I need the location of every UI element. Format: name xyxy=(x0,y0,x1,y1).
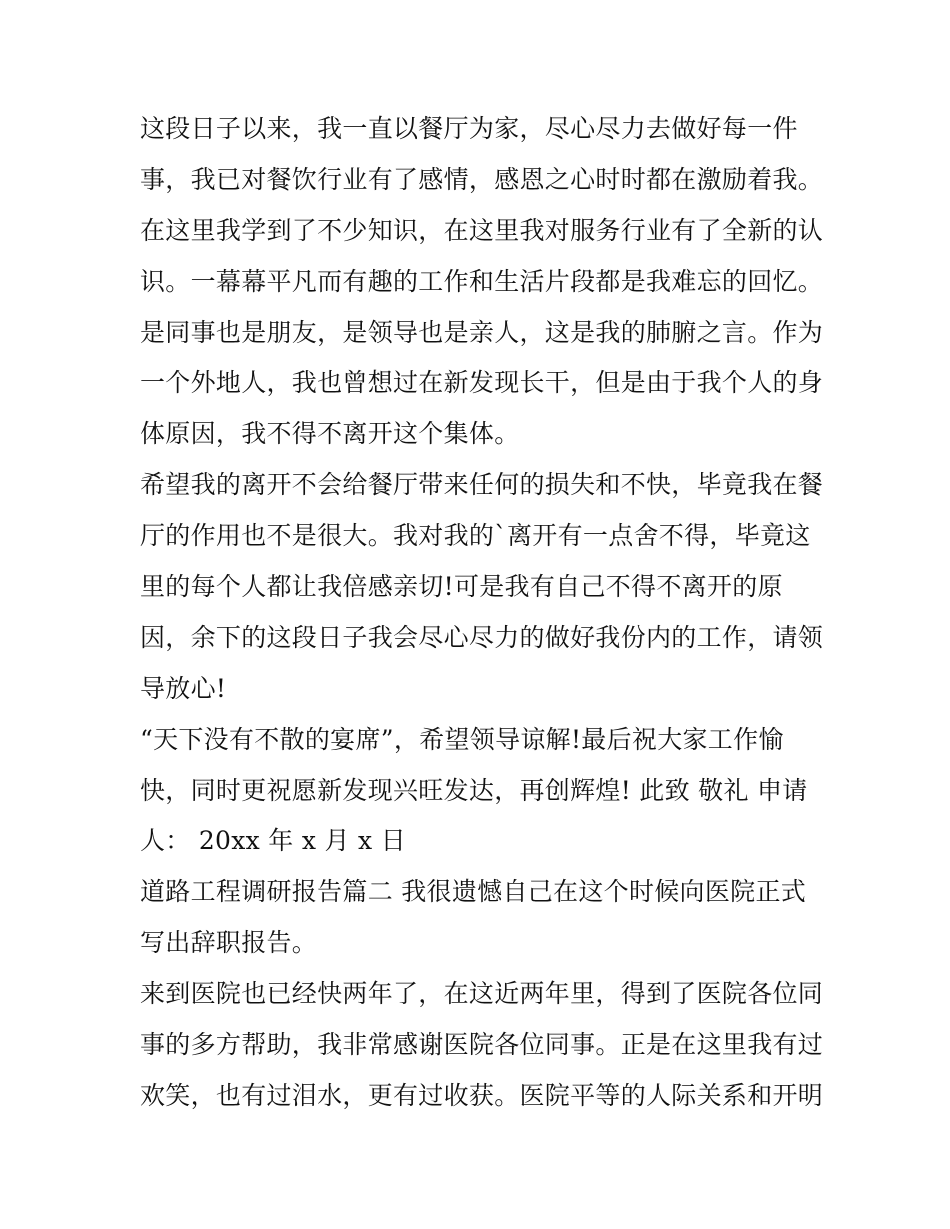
text-line: 希望我的离开不会给餐厅带来任何的损失和不快，毕竟我在餐 xyxy=(140,470,824,500)
text-line: 一个外地人，我也曾想过在新发现长干，但是由于我个人的身 xyxy=(140,368,824,398)
text-line: 是同事也是朋友，是领导也是亲人，这是我的肺腑之言。作为 xyxy=(140,317,824,347)
text-line: 导放心! xyxy=(140,673,227,703)
text-line: 里的每个人都让我倍感亲切!可是我有自己不得不离开的原 xyxy=(140,572,783,602)
text-line: 在这里我学到了不少知识，在这里我对服务行业有了全新的认 xyxy=(140,215,824,245)
text-line: 事的多方帮助，我非常感谢医院各位同事。正是在这里我有过 xyxy=(140,1030,824,1060)
text-line: 因，余下的这段日子我会尽心尽力的做好我份内的工作，请领 xyxy=(140,622,824,652)
text-line: 快，同时更祝愿新发现兴旺发达，再创辉煌! 此致 敬礼 申请 xyxy=(140,775,808,805)
text-line: 写出辞职报告。 xyxy=(140,928,318,958)
text-line: “天下没有不散的宴席”，希望领导谅解!最后祝大家工作愉 xyxy=(140,724,784,754)
text-line: 这段日子以来，我一直以餐厅为家，尽心尽力去做好每一件 xyxy=(140,114,798,143)
text-line: 识。一幕幕平凡而有趣的工作和生活片段都是我难忘的回忆。 xyxy=(140,266,824,296)
text-line: 道路工程调研报告篇二 我很遗憾自己在这个时候向医院正式 xyxy=(140,877,807,907)
text-line: 厅的作用也不是很大。我对我的`离开有一点舍不得，毕竟这 xyxy=(140,521,811,551)
text-line: 来到医院也已经快两年了，在这近两年里，得到了医院各位同 xyxy=(140,979,824,1009)
text-line: 人： 20xx 年 x 月 x 日 xyxy=(140,826,406,856)
text-line: 事，我已对餐饮行业有了感情，感恩之心时时都在激励着我。 xyxy=(140,164,824,194)
body-text xyxy=(140,104,830,1122)
text-line: 体原因，我不得不离开这个集体。 xyxy=(140,419,520,449)
text-line: 欢笑，也有过泪水，更有过收获。医院平等的人际关系和开明 xyxy=(140,1080,824,1110)
